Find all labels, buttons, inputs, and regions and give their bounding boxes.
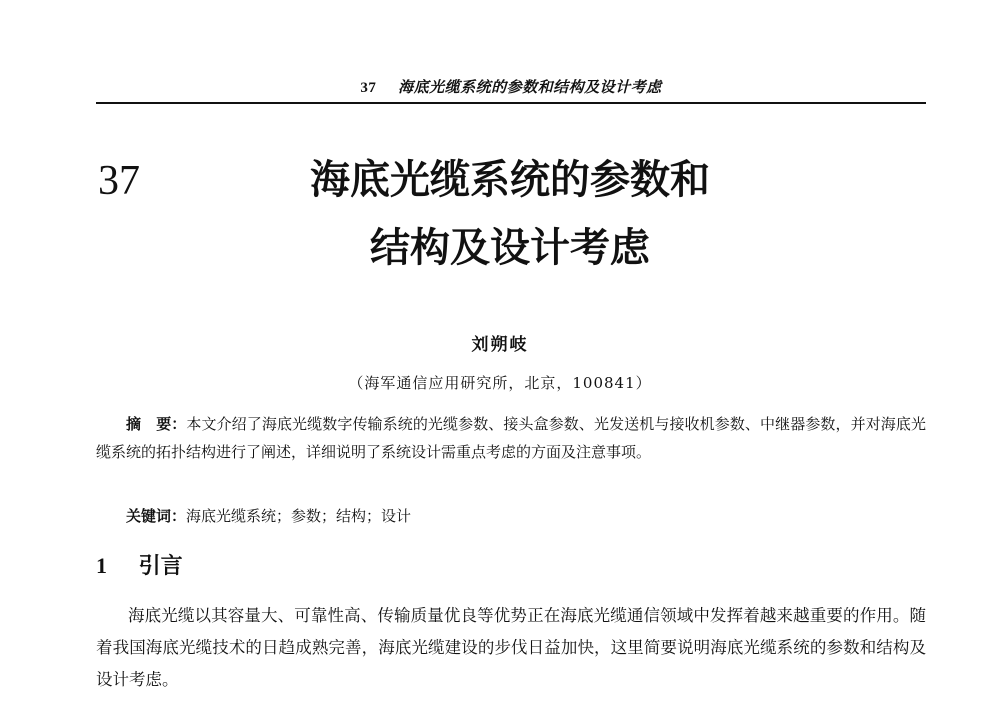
running-header [96,68,926,104]
author-affiliation: （海军通信应用研究所，北京，100841） [348,374,652,392]
abstract-label: 摘 要： [126,415,187,433]
section-title: 引言 [138,554,183,579]
chapter-number: 37 [98,158,140,204]
paper-title-line-2: 结构及设计考虑 [370,224,650,271]
abstract-text: 本文介绍了海底光缆数字传输系统的光缆参数、接头盒参数、光发送机与接收机参数、中继器参数，并对海底光缆系统的拓扑结构进行了阐述，详细说明了系统设计需重点考虑的方面及注意事项。 [96,415,926,461]
paper-title-line-1: 海底光缆系统的参数和 [310,156,710,203]
abstract [96,410,926,466]
keywords-text: 海底光缆系统；参数；结构；设计 [186,507,412,525]
keywords-label: 关键词： [126,507,187,525]
running-header-text [96,76,926,97]
running-header-number: 37 [360,80,377,96]
intro-paragraph: 海底光缆以其容量大、可靠性高、传输质量优良等优势正在海底光缆通信领域中发挥着越来越重要的作用。随着我国海底光缆技术的日趋成熟完善，海底光缆建设的步伐日益加快，这里简要说明海底光缆系统的参数和结构及设计考虑。 [96,606,926,689]
author-name: 刘朔岐 [471,335,529,355]
keywords [96,502,926,530]
running-header-title: 海底光缆系统的参数和结构及设计考虑 [398,78,662,96]
section-heading [96,555,183,578]
section-number: 1 [96,553,107,578]
